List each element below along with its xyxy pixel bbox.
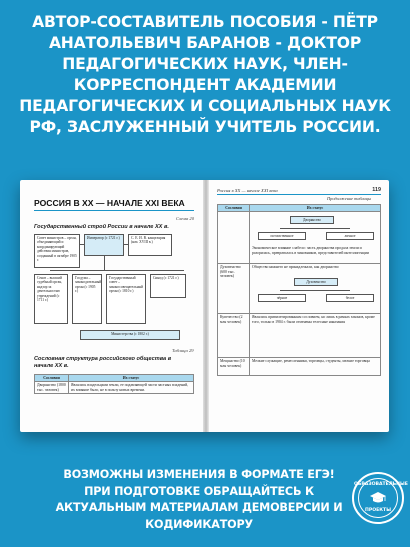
col-header-estates: Сословия: [218, 205, 250, 212]
connector: [280, 228, 350, 229]
table-label: Таблица 29: [172, 348, 194, 353]
box-council-of-ministers: Совет министров – орган, объединяющий и координирующий действия министров, созданный в октябре 1905 г.: [34, 234, 80, 268]
status-text: Общество нижнего не принадлежали, как дворянство: [252, 265, 339, 269]
box-nobility: Дворянство: [290, 216, 334, 224]
exam-notice-text: ВОЗМОЖНЫ ИЗМЕНЕНИЯ В ФОРМАТЕ ЕГЭ! ПРИ ПОДГОТОВКЕ ОБРАЩАЙТЕСЬ К АКТУАЛЬНЫМ МАТЕРИАЛАМ ДЕМОВЕРСИИ И КОДИФИКАТОРУ: [55, 468, 343, 531]
table-row: [218, 358, 381, 376]
estates-table-right: [217, 204, 381, 376]
box-synod: Синод (с 1721 г.): [150, 274, 186, 298]
box-clergy: Духовенство: [294, 278, 338, 286]
table-row: [218, 212, 381, 264]
scheme-label: Схема 20: [176, 216, 194, 221]
right-page-running-title: Россия в XX — начале XXI века: [217, 188, 278, 193]
cell-status: [250, 264, 381, 314]
cell-status: [250, 212, 381, 264]
table-row: [218, 314, 381, 358]
table-row: [35, 382, 194, 394]
table-title: Сословная структура российского общества в начале XX в.: [34, 356, 172, 369]
col-header-status: Их статус: [69, 375, 194, 382]
table-row: [218, 264, 381, 314]
cell-status: Являлись привилегированным сословием, но лишь в рамках законов, кроме того, только в 1904 г. были отменены телесные наказания: [250, 314, 381, 358]
connector: [50, 270, 184, 271]
open-book-preview: [20, 180, 389, 432]
educational-projects-seal: [352, 472, 408, 524]
page-number: 119: [372, 187, 381, 193]
box-ministries: Министерства (с 1802 г.): [80, 330, 180, 340]
col-header-estates: Сословия: [35, 375, 69, 382]
estates-table-left: [34, 374, 194, 394]
left-page-header: РОССИЯ В XX — НАЧАЛЕ XXI ВЕКА: [34, 198, 194, 211]
seal-text-top: ОБРАЗОВАТЕЛЬНЫЕ: [354, 482, 408, 487]
right-page-header: [217, 188, 381, 195]
seal-text-bottom: ПРОЕКТЫ: [365, 508, 391, 513]
left-page: [20, 180, 203, 432]
connector: [124, 244, 128, 245]
cell-estate: Духовенство (600 тыс. человек): [218, 264, 250, 314]
col-header-status: Их статус: [250, 205, 381, 212]
connector: [104, 256, 105, 270]
box-hereditary-nobility: потомственное: [258, 232, 306, 240]
cell-estate: Дворянство (1800 тыс. человек): [35, 382, 69, 394]
box-his-chancery: С. Е. И. В. канцелярия (нач. XVIII в.): [128, 234, 172, 256]
connector: [280, 290, 350, 291]
cell-status: Мелкие служащие, ремесленники, торговцы, студенты, мелкие торговцы: [250, 358, 381, 376]
cell-estate: [218, 212, 250, 264]
author-info-text: АВТОР-СОСТАВИТЕЛЬ ПОСОБИЯ - ПЁТР АНАТОЛЬЕВИЧ БАРАНОВ - ДОКТОР ПЕДАГОГИЧЕСКИХ НАУК, ЧЛЕН-КОРРЕСПОНДЕНТ АКАДЕМИИ ПЕДАГОГИЧЕСКИХ И СОЦИАЛЬНЫХ НАУК РФ, ЗАСЛУЖЕННЫЙ УЧИТЕЛЬ РОССИИ.: [19, 13, 391, 136]
box-emperor: Император (с 1721 г.): [84, 234, 124, 256]
cell-estate: Купечество (2 млн человек): [218, 314, 250, 358]
status-text: Экономическое влияние слабело: часть дворянства продала земли и разорилась, превратилась в чиновников, представителей интеллигенции: [252, 246, 369, 255]
box-white-clergy: белое: [326, 294, 374, 302]
box-senate: Сенат – высший судебный орган, надзор за деятельностью учреждений (с 1711 г.): [34, 274, 68, 324]
scheme-title: Государственный строй России в начале XX в.: [34, 224, 169, 230]
cell-status: Являлись владельцами земли, ее подавляющей части частных владений, их влияние было, не в пользу новых времени.: [69, 382, 194, 394]
box-personal-nobility: личное: [326, 232, 374, 240]
connector: [80, 244, 84, 245]
box-black-clergy: чёрное: [258, 294, 306, 302]
continuation-label: Продолжение таблицы: [327, 196, 371, 201]
right-page: [209, 180, 389, 432]
box-state-council: Государственный совет – законосовещательный орган (с 1810 г.): [106, 274, 146, 324]
cell-estate: Мещанство (10 млн человек): [218, 358, 250, 376]
box-state-duma: Госдума – законодательный орган (с 1905 г.): [72, 274, 102, 324]
graduation-cap-icon: [370, 491, 386, 505]
